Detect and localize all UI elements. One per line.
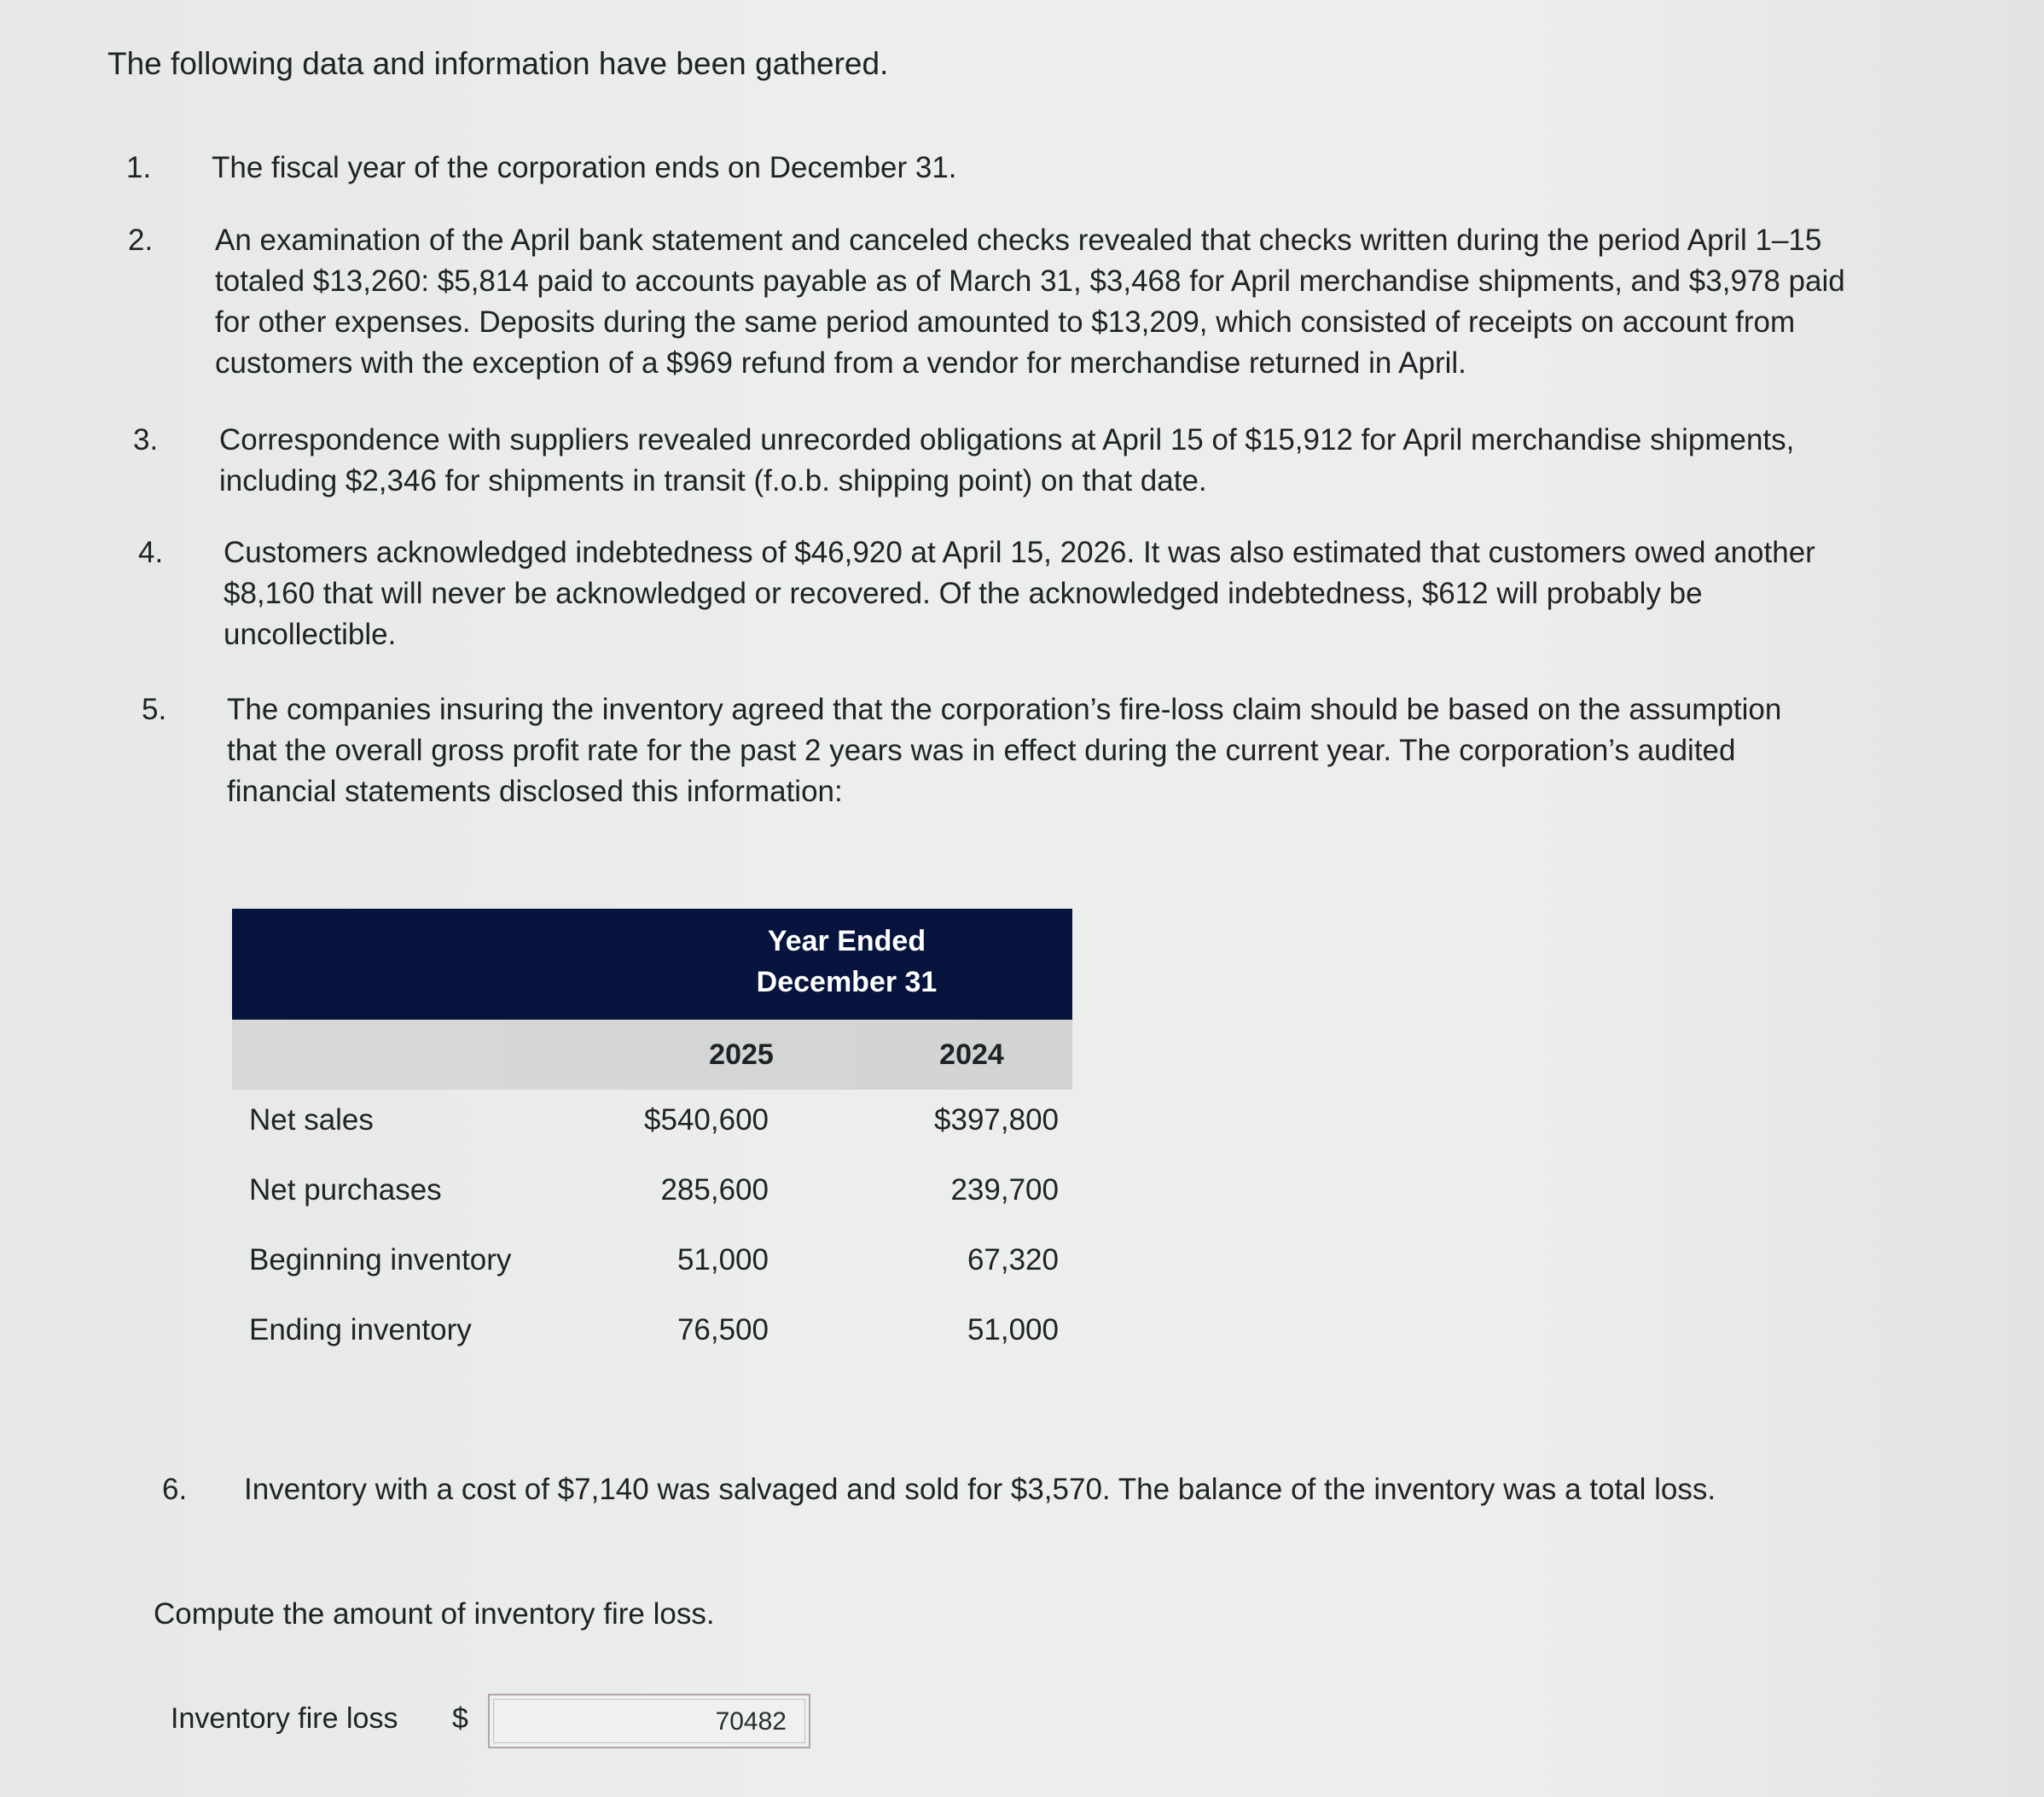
year-2025-heading: 2025 [709,1038,774,1071]
table-row [232,1300,1072,1370]
financial-table [232,909,1072,1370]
item-number: 1. [126,151,152,184]
row-label: Net purchases [249,1173,442,1207]
item-text: Inventory with a cost of $7,140 was salvaged and sold for $3,570. The balance of the inventory was a total loss. [244,1473,1716,1506]
currency-symbol: $ [452,1702,468,1735]
table-year-row [232,1020,1072,1090]
header-line-2: December 31 [756,966,938,998]
item-text: An examination of the April bank statement and canceled checks revealed that checks written during the period April 1–15 totaled $13,260: $5,814 paid to accounts payable as of March 31, $3,468 for April merchandise shipments, and $3,978 paid for other expenses. Deposits during the same period amounted to $13,209, which consisted of receipts on account from customers with the exception of a $969 refund from a vendor for merchandise returned in April. [215,224,1845,380]
table-header-title [640,921,1054,1003]
value-2025: 285,600 [660,1173,769,1207]
value-2024: $397,800 [934,1103,1059,1137]
table-row [232,1230,1072,1300]
intro-text: The following data and information have been gathered. [107,46,889,81]
item-text: The companies insuring the inventory agreed that the corporation’s fire-loss claim should be based on the assumption that the overall gross profit rate for the past 2 years was in effect during the current year. The corporation’s audited financial statements disclosed this information: [227,693,1782,808]
item-number: 5. [142,693,167,726]
table-header [232,909,1072,1020]
item-text: Correspondence with suppliers revealed unrecorded obligations at April 15 of $15,912 for April merchandise shipments, including $2,346 for shipments in transit (f.o.b. shipping point) on that date. [219,423,1795,497]
row-label: Net sales [249,1103,374,1137]
item-text: Customers acknowledged indebtedness of $46,920 at April 15, 2026. It was also estimated that customers owed another $8,160 that will never be acknowledged or recovered. Of the acknowledged indebtedness, $612 will probably be uncollectible. [224,536,1815,651]
item-text: The fiscal year of the corporation ends on December 31. [212,151,957,184]
item-number: 6. [162,1473,188,1506]
inventory-fire-loss-input[interactable] [488,1694,810,1748]
value-2025: 51,000 [676,1243,769,1277]
answer-label: Inventory fire loss [171,1702,398,1735]
value-2024: 239,700 [950,1173,1059,1207]
header-line-1: Year Ended [767,925,926,957]
item-number: 4. [138,536,164,569]
value-2024: 67,320 [967,1243,1059,1277]
table-body [232,1090,1072,1370]
item-number: 2. [128,224,154,257]
row-label: Ending inventory [249,1313,472,1346]
input-value: 70482 [715,1707,787,1736]
value-2025: 76,500 [676,1313,769,1346]
item-number: 3. [133,423,159,457]
row-label: Beginning inventory [249,1243,512,1277]
answer-row [171,1694,819,1753]
year-2024-heading: 2024 [939,1038,1004,1071]
table-row [232,1090,1072,1160]
table-row [232,1160,1072,1230]
value-2025: $540,600 [644,1103,769,1137]
value-2024: 51,000 [967,1313,1059,1346]
question-prompt: Compute the amount of inventory fire loss. [154,1597,715,1631]
